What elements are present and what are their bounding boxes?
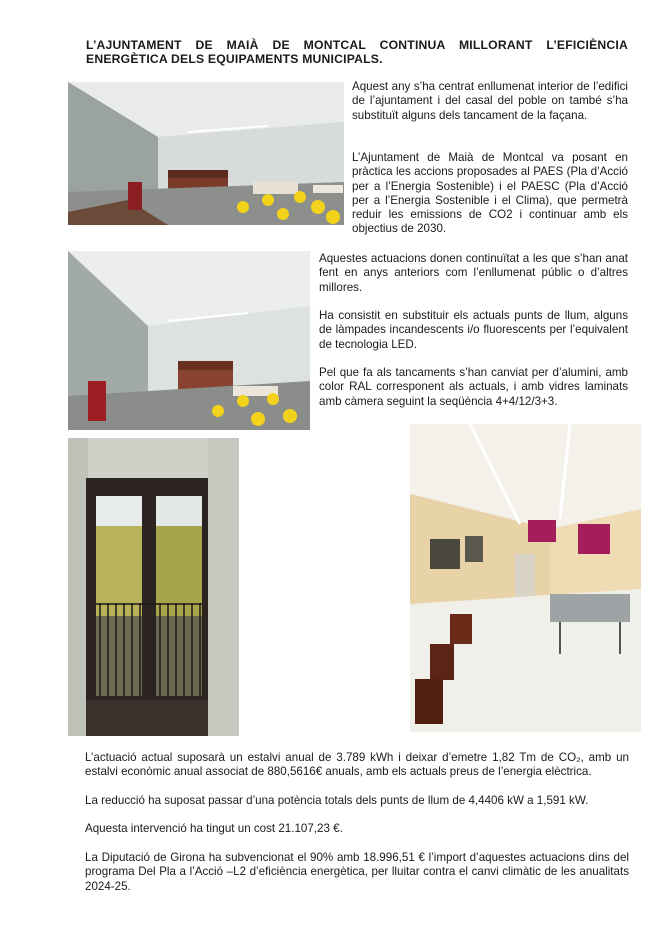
paragraph-4: Ha consistit en substituir els actuals punts de llum, alguns de làmpades incandescents i/o fluorescents per l’equivalent de tecnologia LED. [319,309,628,351]
subsidy-paragraph: La Diputació de Girona ha subvencionat el 90% amb 18.996,51 € l’import d’aquestes actuacions dins del programa Del Pla a l’Acció –L2 d’eficiència energètica, per lluitar contra el canvi climàtic de les anualitats 2024-25. [85,851,629,893]
hall-photo-1 [68,82,344,225]
power-reduction-paragraph: La reducció ha suposat passar d’una potència totals dels punts de llum de 4,4406 kW a 1,591 kW. [85,794,589,807]
paragraph-1: Aquest any s’ha centrat enllumenat interior de l’edifici de l’ajuntament i del casal del poble on també s’ha substituït alguns dels tancament de la façana. [352,80,628,122]
paragraph-2: L’Ajuntament de Maià de Montcal va posant en pràctica les accions proposades al PAES (Pla d’Acció per a l’Energia Sostenible) i el PAESC (Pla d’Acció per a l’Energia Sostenible i el Clima), que permetrà reduir les emissions de CO2 i continuar amb els objectius de 2030. [352,151,628,236]
article-title: L’AJUNTAMENT DE MAIÀ DE MONTCAL CONTINUA MILLORANT L’EFICIÈNCIA ENERGÈTICA DELS EQUIPAMENTS MUNICIPALS. [86,38,628,66]
savings-paragraph: L’actuació actual suposarà un estalvi anual de 3.789 kWh i deixar d’emetre 1,82 Tm de CO₂, amb un estalvi econòmic anual associat de 880,5616€ anuals, amb els actuals preus de l’energia elèctrica. [85,751,629,779]
hall-photo-2 [68,251,310,430]
paragraph-3: Aquestes actuacions donen continuïtat a les que s’han anat fent en anys anteriors com l’enllumenat públic o d’altres millores. [319,252,628,294]
paragraph-5: Pel que fa als tancaments s’han canviat per d’alumini, amb color RAL corresponent als actuals, i amb vidres laminats amb càmera seguint la seqüència 4+4/12/3+3. [319,366,628,408]
cost-paragraph: Aquesta intervenció ha tingut un cost 21.107,23 €. [85,822,343,835]
window-door-photo [68,438,239,736]
room-tables-photo [410,424,641,732]
